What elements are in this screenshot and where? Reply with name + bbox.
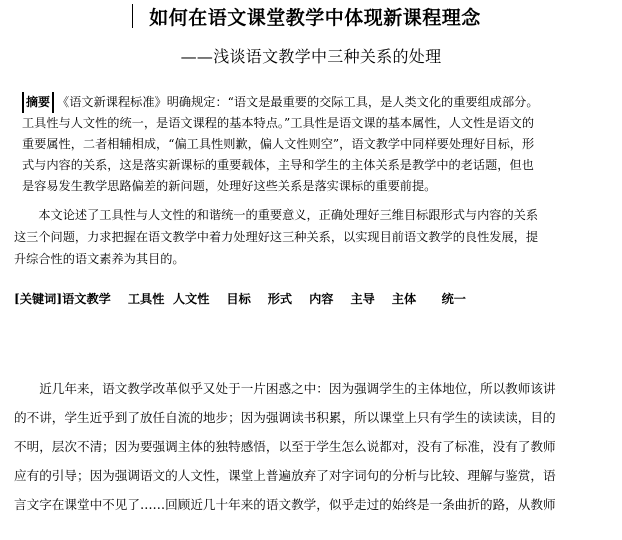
body-paragraph	[14, 374, 618, 519]
document-subtitle: ——浅谈语文教学中三种关系的处理	[180, 47, 442, 66]
abstract-block	[22, 92, 618, 197]
abstract-label: 摘要	[22, 92, 54, 113]
paragraph-line: 升综合性的语文素养为其目的。	[14, 252, 185, 266]
body-line: 言文字在课堂中不见了……回顾近几十年来的语文教学，似乎走过的始终是一条曲折的路，从教师	[14, 497, 556, 512]
body-line: 近几年来，语文教学改革似乎又处于一片困惑之中：因为强调学生的主体地位，所以教师该讲	[14, 381, 556, 396]
paragraph-line: 这三个问题，力求把握在语文教学中着力处理好这三种关系，以实现目前语文教学的良性发展，提	[14, 230, 539, 244]
abstract-line	[22, 92, 618, 113]
summary-paragraph	[14, 204, 618, 270]
body-line: 的不讲，学生近乎到了放任自流的地步；因为强调读书积累，所以课堂上只有学生的读读读，目的	[14, 410, 556, 425]
body-line: 不明，层次不清；因为要强调主体的独特感悟，以至于学生怎么说都对，没有了标准，没有了教师	[14, 439, 556, 454]
abstract-line: 是容易发生教学思路偏差的新问题，处理好这些关系是落实课标的重要前提。	[22, 179, 437, 193]
keywords-line: [关键词]语文教学 工具性 人文性 目标 形式 内容 主导 主体 统一	[14, 292, 466, 306]
abstract-text: 《语文新课程标准》明确规定：“语文是最重要的交际工具，是人类文化的重要组成部分。	[57, 95, 539, 109]
abstract-line: 重要属性，二者相辅相成，“偏工具性则歉，偏人文性则空”，语文教学中同样要处理好目标，形	[22, 137, 535, 151]
abstract-line: 式与内容的关系，这是落实新课标的重要载体，主导和学生的主体关系是教学中的老话题，但也	[22, 158, 534, 172]
body-line: 应有的引导；因为强调语文的人文性，课堂上普遍放弃了对字词句的分析与比较、理解与鉴赏，语	[14, 468, 556, 483]
abstract-line: 工具性与人文性的统一，是语文课程的基本特点。”工具性是语文课的基本属性，人文性是语文的	[22, 116, 535, 130]
document-title: 如何在语文课堂教学中体现新课程理念	[149, 7, 481, 29]
paragraph-line: 本文论述了工具性与人文性的和谐统一的重要意义，正确处理好三维目标跟形式与内容的关系	[14, 208, 539, 222]
